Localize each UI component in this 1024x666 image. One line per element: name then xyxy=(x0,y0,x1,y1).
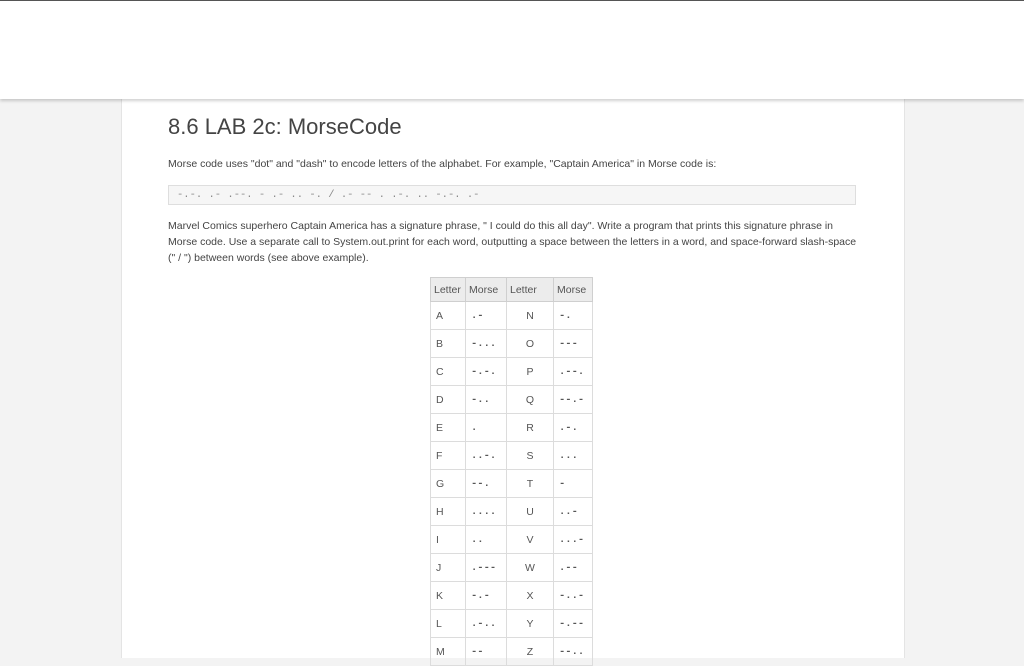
intro-text: Morse code uses "dot" and "dash" to encode letters of the alphabet. For example, "Captain America" in Morse code is: xyxy=(168,158,717,170)
column-header-morse-2: Morse xyxy=(554,278,593,302)
table-row xyxy=(431,386,593,414)
morse-cell: .-.. xyxy=(466,610,507,638)
morse-cell: - xyxy=(554,470,593,498)
column-header-morse: Morse xyxy=(466,278,507,302)
morse-cell: -.-. xyxy=(466,358,507,386)
letter-cell: O xyxy=(507,330,554,358)
letter-cell: X xyxy=(507,582,554,610)
morse-cell: .... xyxy=(466,498,507,526)
table-row xyxy=(431,498,593,526)
page-title: 8.6 LAB 2c: MorseCode xyxy=(168,114,402,139)
letter-cell: T xyxy=(507,470,554,498)
morse-cell: .--- xyxy=(466,554,507,582)
letter-cell: U xyxy=(507,498,554,526)
morse-cell: -... xyxy=(466,330,507,358)
morse-cell: ... xyxy=(554,442,593,470)
letter-cell: D xyxy=(431,386,466,414)
morse-cell: -- xyxy=(466,638,507,666)
morse-cell: --.- xyxy=(554,386,593,414)
morse-cell: -.- xyxy=(466,582,507,610)
morse-cell: -..- xyxy=(554,582,593,610)
example-code-block: -.-. .- .--. - .- .. -. / .- -- . .-. .. -.-. .- xyxy=(168,185,856,205)
letter-cell: W xyxy=(507,554,554,582)
table-row xyxy=(431,358,593,386)
top-header-bar xyxy=(0,0,1024,99)
table-row xyxy=(431,582,593,610)
table-row xyxy=(431,610,593,638)
table-row xyxy=(431,638,593,666)
letter-cell: K xyxy=(431,582,466,610)
morse-cell: .-- xyxy=(554,554,593,582)
letter-cell: I xyxy=(431,526,466,554)
lab-content-panel xyxy=(121,98,905,658)
morse-cell: .- xyxy=(466,302,507,330)
letter-cell: G xyxy=(431,470,466,498)
letter-cell: P xyxy=(507,358,554,386)
table-row xyxy=(431,470,593,498)
letter-cell: R xyxy=(507,414,554,442)
morse-cell: -.. xyxy=(466,386,507,414)
letter-cell: V xyxy=(507,526,554,554)
morse-cell: .. xyxy=(466,526,507,554)
morse-cell: --.. xyxy=(554,638,593,666)
letter-cell: S xyxy=(507,442,554,470)
morse-code-table xyxy=(430,277,593,666)
letter-cell: L xyxy=(431,610,466,638)
table-row xyxy=(431,526,593,554)
morse-cell: .--. xyxy=(554,358,593,386)
table-row xyxy=(431,330,593,358)
letter-cell: J xyxy=(431,554,466,582)
letter-cell: Q xyxy=(507,386,554,414)
letter-cell: E xyxy=(431,414,466,442)
letter-cell: Y xyxy=(507,610,554,638)
morse-cell: -.-- xyxy=(554,610,593,638)
morse-cell: --. xyxy=(466,470,507,498)
morse-cell: . xyxy=(466,414,507,442)
letter-cell: M xyxy=(431,638,466,666)
table-row xyxy=(431,414,593,442)
morse-cell: ...- xyxy=(554,526,593,554)
letter-cell: B xyxy=(431,330,466,358)
table-row xyxy=(431,442,593,470)
letter-cell: N xyxy=(507,302,554,330)
letter-cell: A xyxy=(431,302,466,330)
column-header-letter-2: Letter xyxy=(507,278,554,302)
letter-cell: C xyxy=(431,358,466,386)
letter-cell: Z xyxy=(507,638,554,666)
description-text: Marvel Comics superhero Captain America has a signature phrase, " I could do this all day". Write a program that prints this signature phrase in Morse code. Use a separate call to System.out.print for each word, outputting a space between the letters in a word, and space-forward slash-space (" / ") between words (see above example). xyxy=(168,220,857,264)
morse-cell: --- xyxy=(554,330,593,358)
morse-cell: .-. xyxy=(554,414,593,442)
table-row xyxy=(431,302,593,330)
morse-cell: ..-. xyxy=(466,442,507,470)
table-header-row xyxy=(431,278,593,302)
morse-cell: -. xyxy=(554,302,593,330)
morse-cell: ..- xyxy=(554,498,593,526)
column-header-letter: Letter xyxy=(431,278,466,302)
letter-cell: F xyxy=(431,442,466,470)
table-row xyxy=(431,554,593,582)
letter-cell: H xyxy=(431,498,466,526)
